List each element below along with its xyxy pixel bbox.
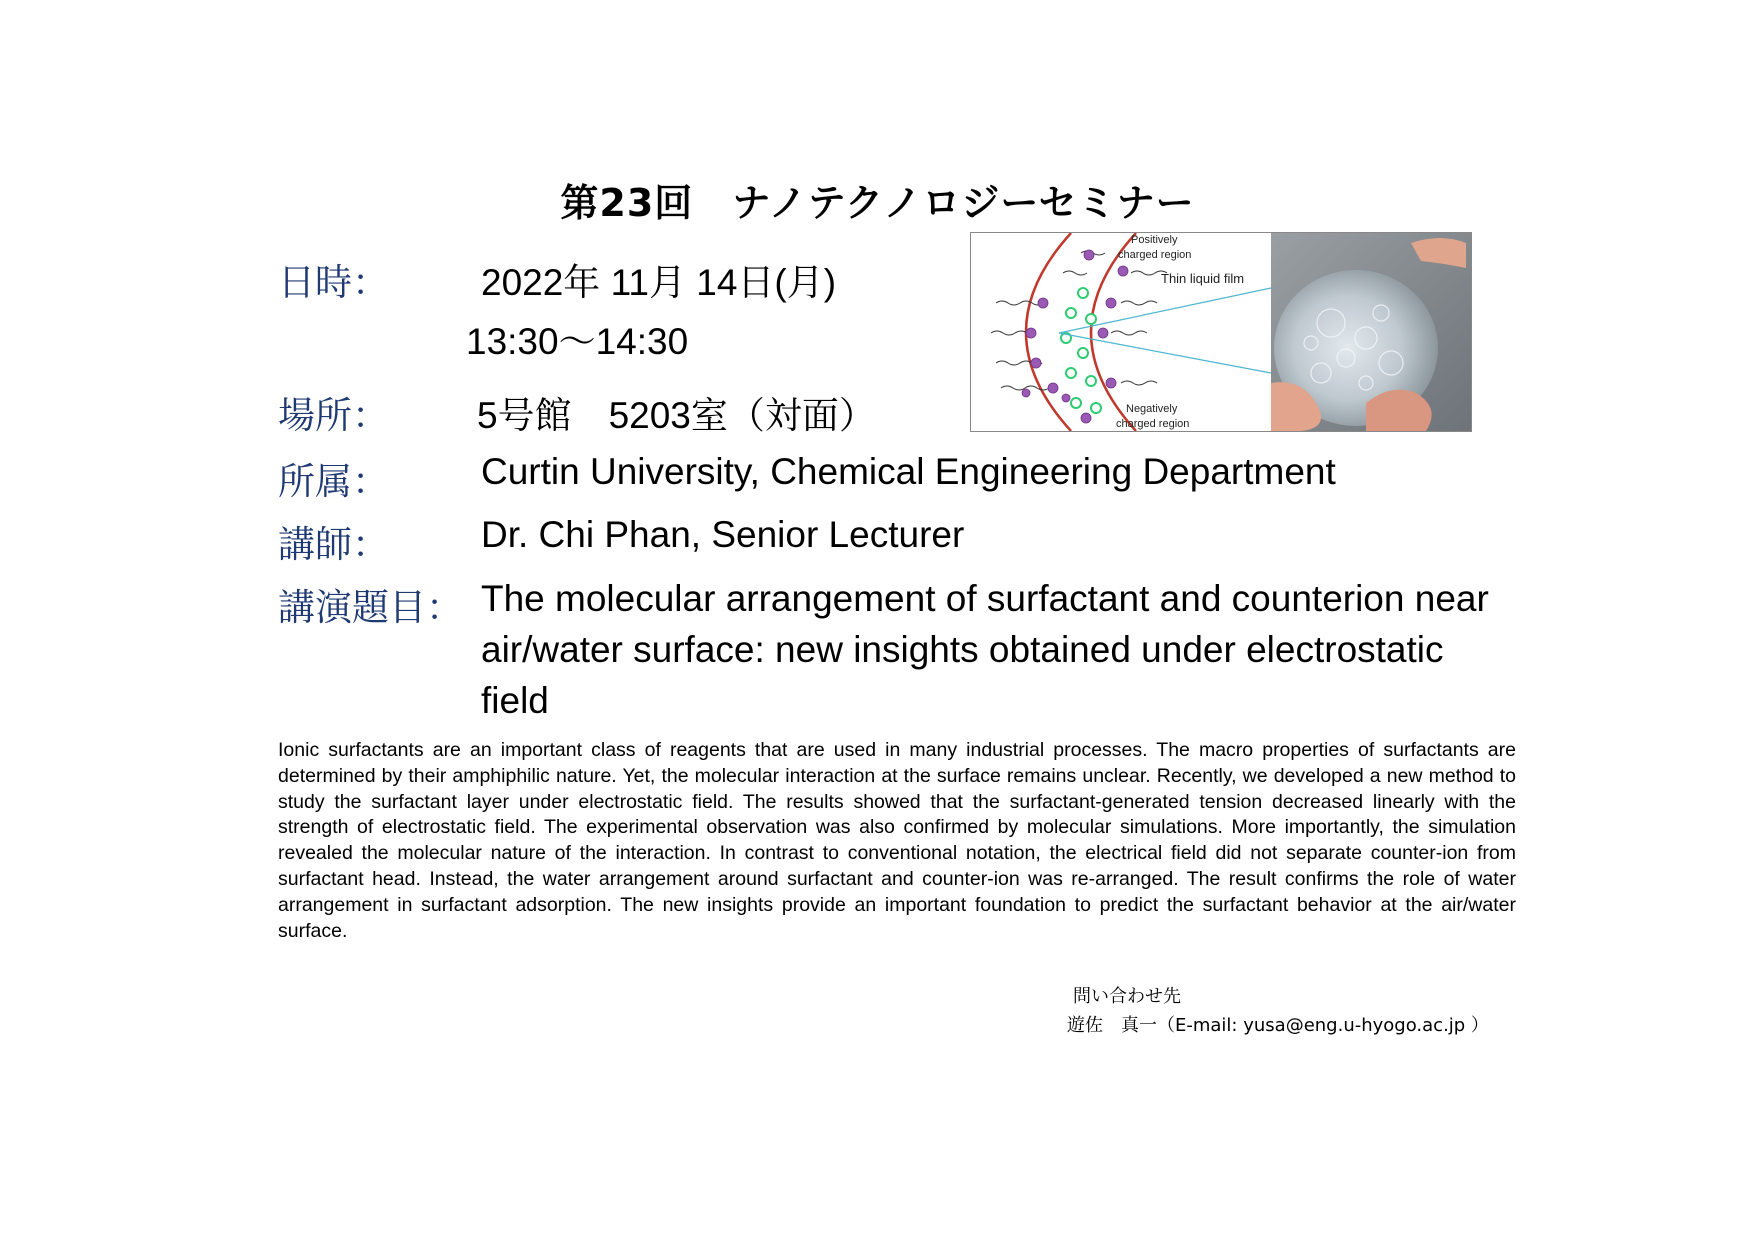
contact-line: 遊佐 真一（E-mail: yusa@eng.u-hyogo.ac.jp ） xyxy=(1067,1015,1489,1036)
topic-label: 講演題目： xyxy=(278,586,463,629)
contact-label: 問い合わせ先 xyxy=(1073,986,1181,1007)
label-positive: Positively xyxy=(1131,234,1178,246)
place-label: 場所： xyxy=(278,394,389,437)
affiliation-label: 所属： xyxy=(278,460,389,503)
surfactant-figure xyxy=(970,232,1472,432)
label-positive-2: charged region xyxy=(1118,249,1192,261)
seminar-title: 第23回 ナノテクノロジーセミナー xyxy=(560,181,1195,225)
topic-value: The molecular arrangement of surfactant and counterion near air/water surface: new insights obtained under electrostatic field xyxy=(481,578,1489,721)
lecturer-label: 講師： xyxy=(278,523,389,566)
affiliation-value: Curtin University, Chemical Engineering Department xyxy=(481,451,1336,492)
lecturer-value: Dr. Chi Phan, Senior Lecturer xyxy=(481,514,965,555)
time-value: 13:30～14:30 xyxy=(466,321,689,362)
date-value: 2022年 11月 14日(月) xyxy=(481,262,837,303)
datetime-label: 日時： xyxy=(278,261,389,304)
label-film: Thin liquid film xyxy=(1161,271,1245,286)
label-negative: Negatively xyxy=(1126,403,1178,415)
label-negative-2: charged region xyxy=(1116,418,1190,430)
abstract-text: Ionic surfactants are an important class of reagents that are used in many industrial processes. The macro properties of surfactants are determined by their amphiphilic nature. Yet, the molecular interaction at the surface remains unclear. Recently, we developed a new method to study the surfactant layer under electrostatic field. The results showed that the surfactant-generated tension decreased linearly with the strength of electrostatic field. The experimental observation was also confirmed by molecular simulations. More importantly, the simulation revealed the molecular nature of the interaction. In contrast to conventional notation, the electrical field did not separate counter-ion from surfactant head. Instead, the water arrangement around surfactant and counter-ion was re-arranged. The result confirms the role of water arrangement in surfactant adsorption. The new insights provide an important foundation to predict the surfactant behavior at the air/water surface. xyxy=(278,739,1516,942)
figure-svg xyxy=(971,233,1471,431)
place-value: 5号館 5203室（対面） xyxy=(477,395,876,436)
